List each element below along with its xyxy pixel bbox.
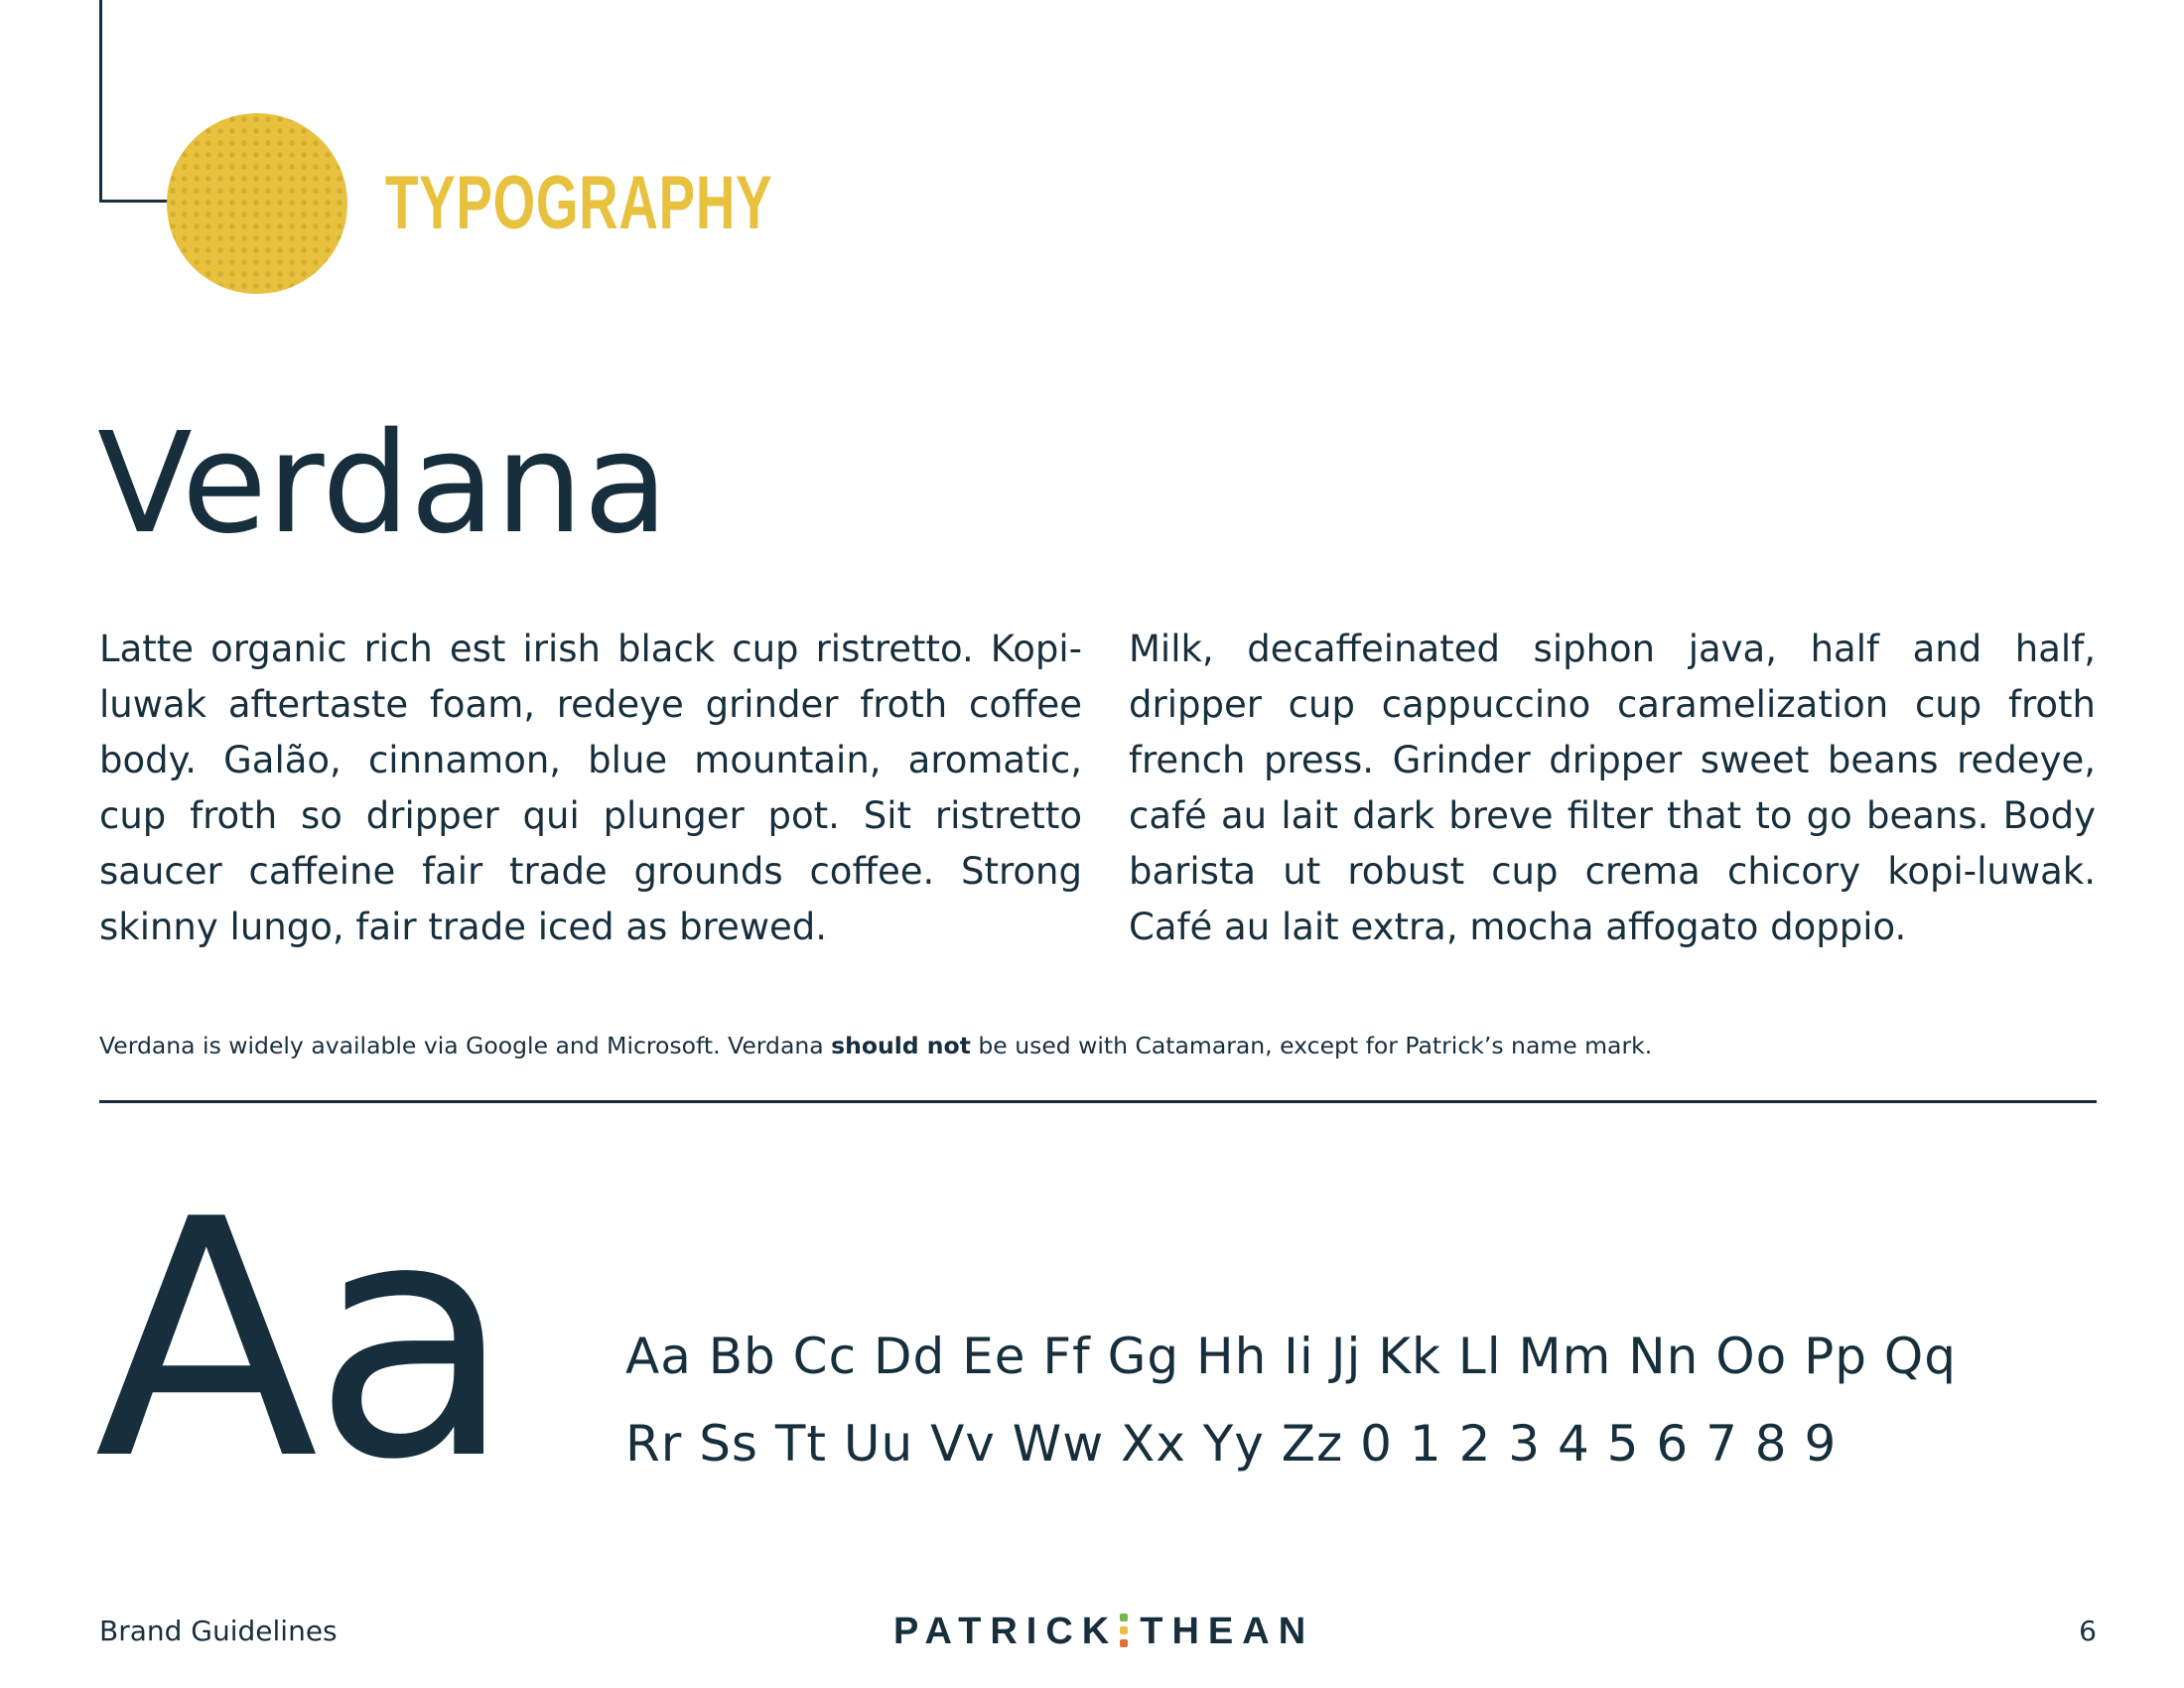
brand-first-name: PATRICK <box>893 1611 1119 1652</box>
footer-document-title: Brand Guidelines <box>99 1615 338 1647</box>
alphabet-line-1: Aa Bb Cc Dd Ee Ff Gg Hh Ii Jj Kk Ll Mm Nn Oo Pp Qq <box>625 1328 1957 1385</box>
section-title: TYPOGRAPHY <box>385 161 773 245</box>
section-divider <box>99 1100 2097 1103</box>
alphabet-line-2: Rr Ss Tt Uu Vv Ww Xx Yy Zz 0 1 2 3 4 5 6 7 8 9 <box>625 1415 1838 1473</box>
usage-note <box>99 1029 2085 1062</box>
brand-separator-dots-icon <box>1120 1614 1128 1647</box>
sample-paragraph-right: Milk, decaffeinated siphon java, half and half, dripper cup cappuccino caramelization cup froth french press. Grinder dripper sweet beans redeye, café au lait dark breve filter that to go beans. Body barista ut robust cup crema chicory kopi-luwak. Café au lait extra, mocha affogato doppio. <box>1129 628 2096 948</box>
usage-note-emphasis: should not <box>831 1032 971 1059</box>
sample-paragraph-left: Latte organic rich est irish black cup ristretto. Kopi-luwak aftertaste foam, redeye grinder froth coffee body. Galão, cinnamon, blue mountain, aromatic, cup froth so dripper qui plunger pot. Sit ristretto saucer caffeine fair trade grounds coffee. Strong skinny lungo, fair trade iced as brewed. <box>99 628 1082 948</box>
brand-last-name: THEAN <box>1140 1611 1315 1652</box>
font-name-heading: Verdana <box>97 403 669 565</box>
dotted-circle-graphic <box>167 113 347 294</box>
corner-line-vertical <box>99 0 102 203</box>
usage-note-text-end: be used with Catamaran, except for Patrick’s name mark. <box>970 1032 1653 1059</box>
large-glyph-specimen: Aa <box>94 1150 507 1531</box>
usage-note-text: Verdana is widely available via Google and Microsoft. Verdana <box>99 1032 832 1059</box>
brand-name-mark <box>893 1609 1315 1654</box>
page-number: 6 <box>2079 1615 2097 1647</box>
